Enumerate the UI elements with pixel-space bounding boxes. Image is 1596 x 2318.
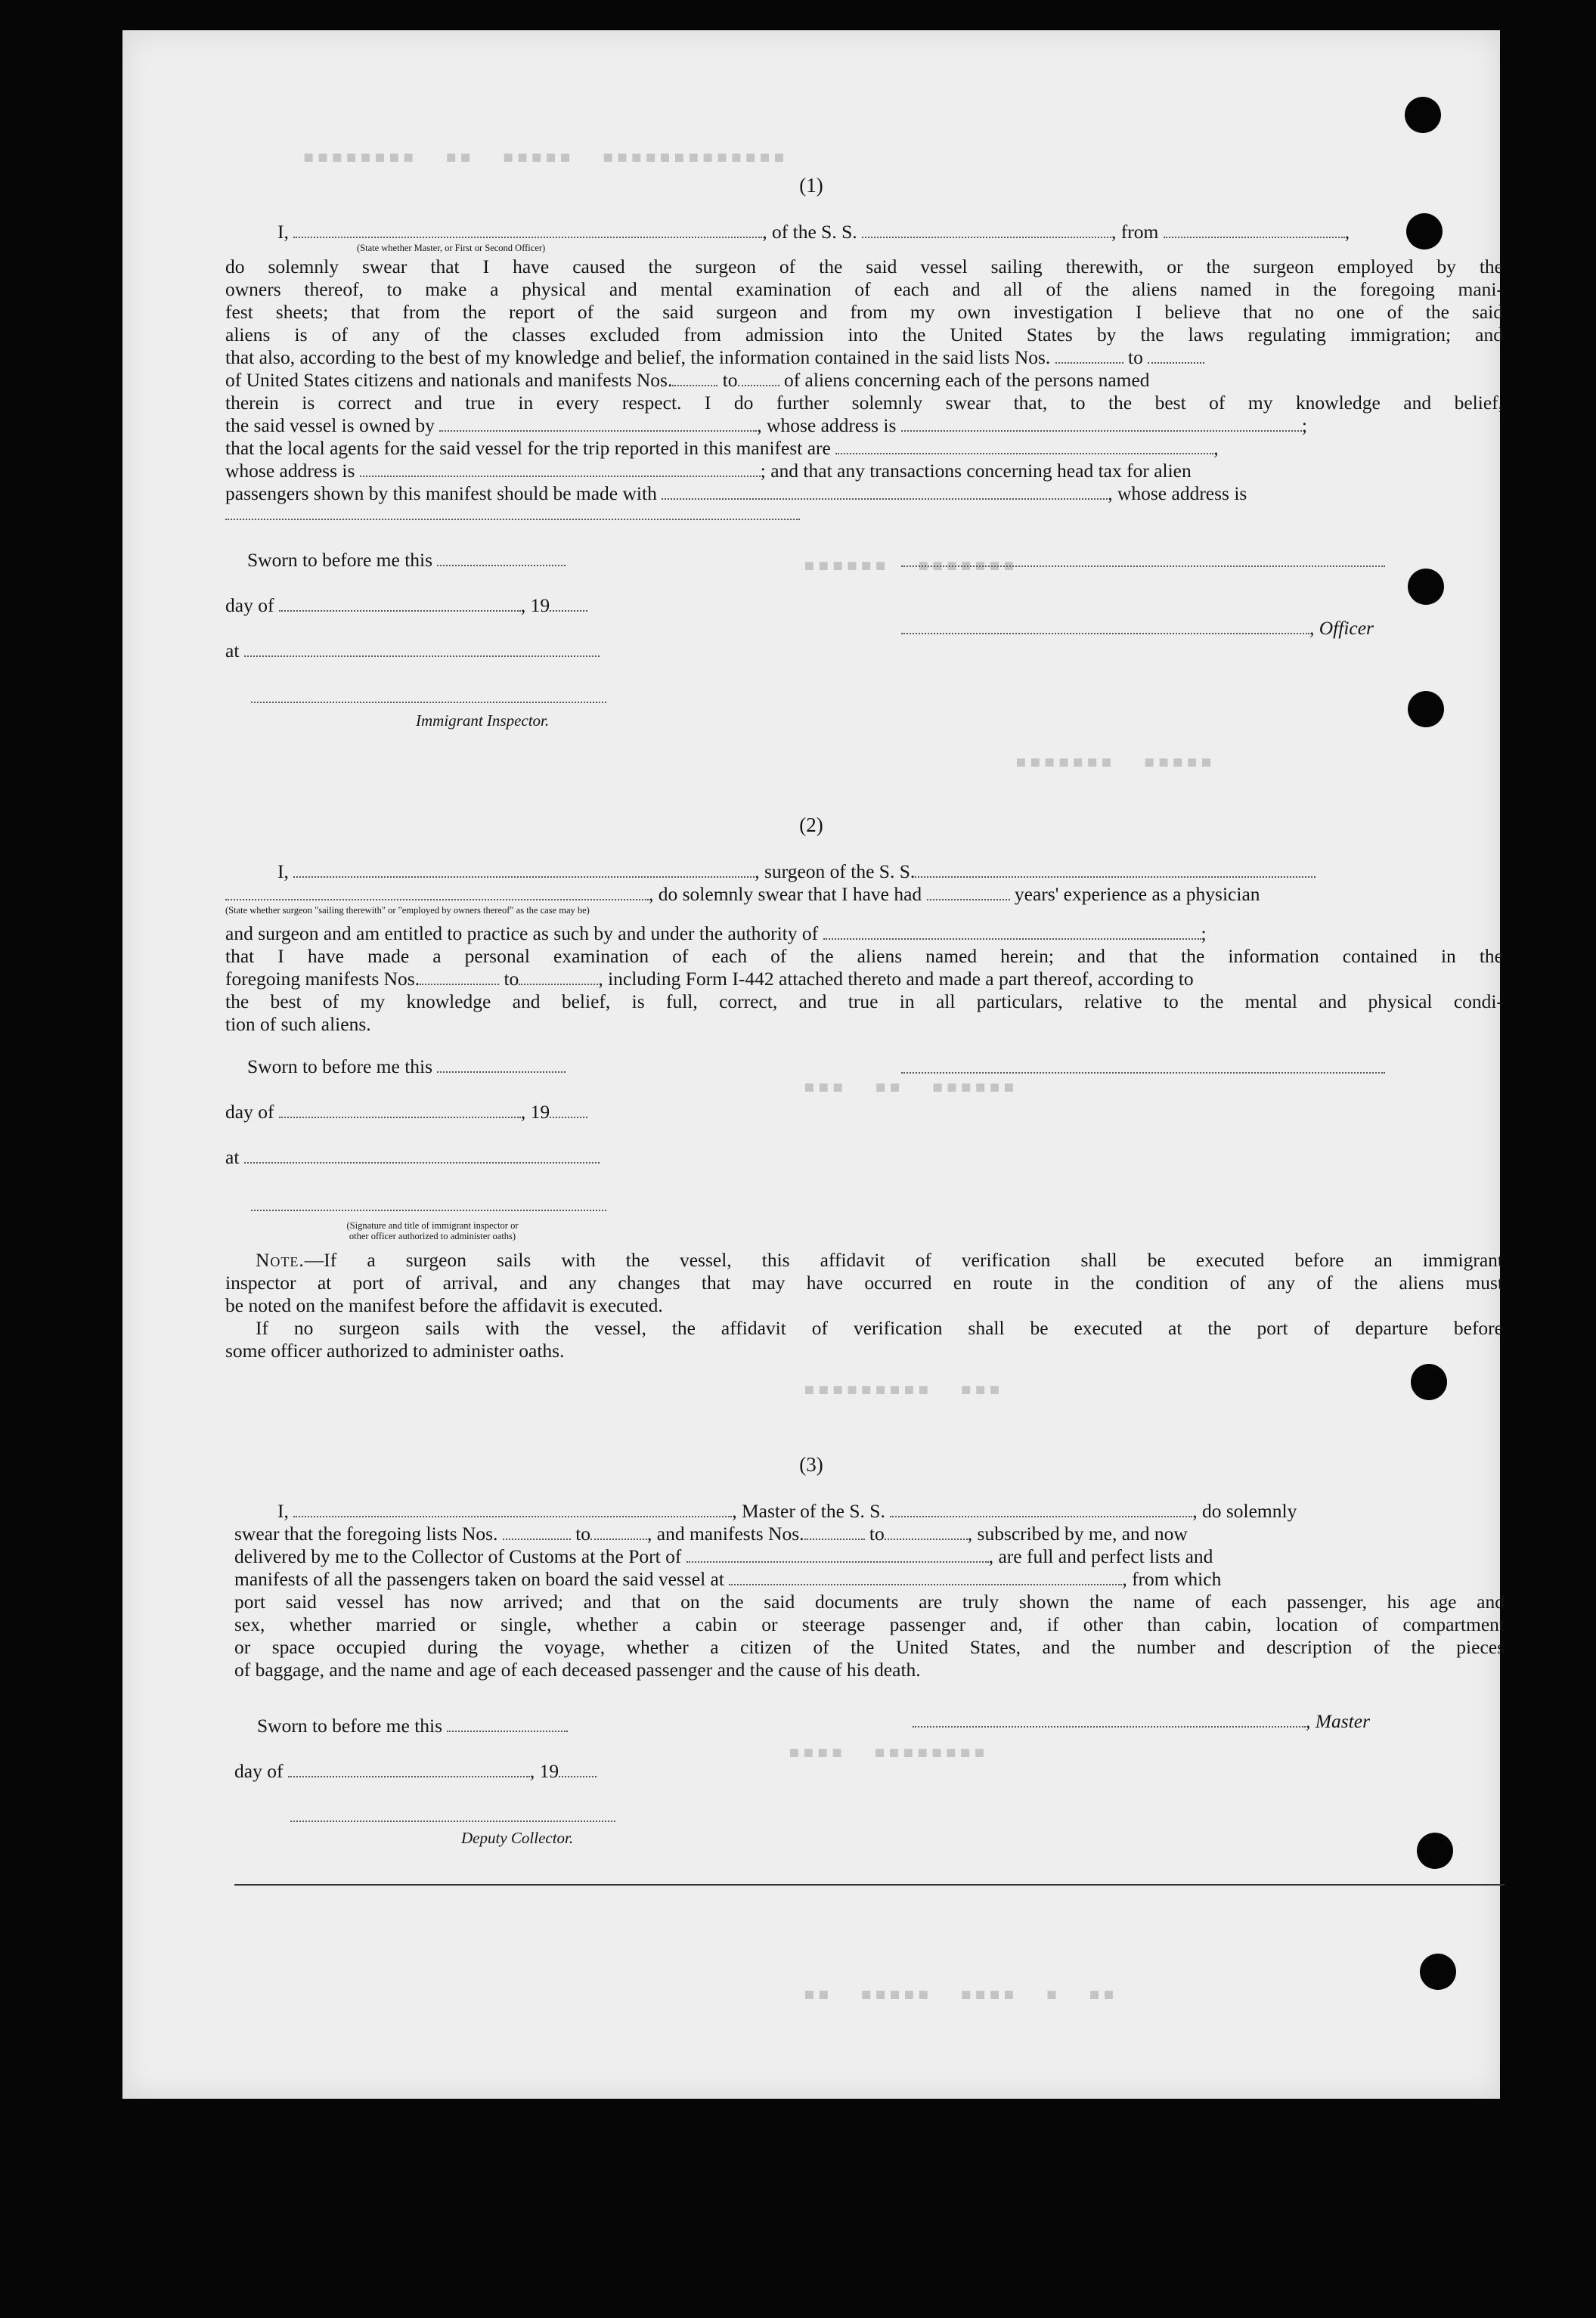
bleed-through-texture: ▪▪▪ ▪▪ ▪▪▪▪▪▪ xyxy=(803,1074,1017,1099)
day-of-line: day of , 19 xyxy=(225,594,587,617)
master-name-line: I, , of the S. S. , from , xyxy=(277,221,1350,243)
oath-text: port said vessel has now arrived; and that on the said documents are truly shown the name of each passenger, his age and xyxy=(234,1591,1505,1613)
bleed-through-texture: ▪▪▪▪▪▪▪▪▪ ▪▪▪ xyxy=(803,1376,1003,1401)
oath-text: that also, according to the best of my knowledge and belief, the information contained in the said lists Nos. to xyxy=(225,346,1204,369)
bleed-through-texture: ▪▪▪▪▪▪▪ ▪▪▪▪▪ xyxy=(1015,748,1215,773)
sworn-line: Sworn to before me this xyxy=(257,1715,568,1737)
oath-text: and surgeon and am entitled to practice as such by and under the authority of ; xyxy=(225,922,1207,944)
oath-text: tion of such aliens. xyxy=(225,1013,371,1035)
punch-hole xyxy=(1417,1833,1453,1869)
punch-hole xyxy=(1420,1954,1456,1990)
oath-text: the best of my knowledge and belief, is full, correct, and true in all particulars, relative to the mental and physical condi- xyxy=(225,990,1503,1012)
bleed-through-texture: ▪▪▪▪▪▪ ▪▪▪▪▪▪▪ xyxy=(803,552,1017,577)
experience-line: , do solemnly swear that I have had years' experience as a physician xyxy=(225,883,1260,906)
oath-text: passengers shown by this manifest should be made with , whose address is xyxy=(225,482,1247,504)
oath-text: swear that the foregoing lists Nos. to , and manifests Nos. to , subscribed by me, and now xyxy=(234,1523,1188,1545)
bottom-rule xyxy=(234,1884,1505,1886)
surgeon-name-line: I, , surgeon of the S. S. xyxy=(277,860,1316,883)
signature-line xyxy=(901,566,1385,567)
collector-label: Deputy Collector. xyxy=(461,1829,574,1847)
master-line: I, , Master of the S. S. , do solemnly xyxy=(277,1500,1297,1522)
note-text: be noted on the manifest before the affidavit is executed. xyxy=(225,1294,663,1316)
master-title-note: (State whether Master, or First or Second Officer) xyxy=(357,243,546,253)
bleed-through-texture: ▪▪ ▪▪▪▪▪ ▪▪▪▪ ▪ ▪▪ xyxy=(803,1981,1117,2006)
oath-text: of United States citizens and nationals and manifests Nos. to of aliens concerning each of the persons named xyxy=(225,369,1150,391)
form-page xyxy=(122,30,1505,2099)
punch-hole xyxy=(1405,97,1441,133)
oath-text: foregoing manifests Nos. to , including Form I-442 attached thereto and made a part thereof, according to xyxy=(225,968,1194,990)
officer-line: , Officer xyxy=(901,617,1374,640)
oath-text: delivered by me to the Collector of Customs at the Port of , are full and perfect lists and xyxy=(234,1545,1213,1567)
address-line xyxy=(225,519,800,520)
punch-hole xyxy=(1408,569,1444,605)
note-text: some officer authorized to administer oaths. xyxy=(225,1340,565,1362)
collector-signature-line xyxy=(290,1821,615,1822)
section-1-number: (1) xyxy=(799,174,823,197)
oath-text: that I have made a personal examination of each of the aliens named herein; and that the information contained in the xyxy=(225,945,1503,967)
section-2-number: (2) xyxy=(799,813,823,836)
oath-text: owners thereof, to make a physical and mental examination of each and all of the aliens named in the foregoing mani- xyxy=(225,278,1503,300)
section-3-number: (3) xyxy=(799,1453,823,1476)
oath-text: do solemnly swear that I have caused the surgeon of the said vessel sailing therewith, or the surgeon employed by the xyxy=(225,256,1503,277)
bleed-through-texture: ▪▪▪▪▪▪▪▪ ▪▪ ▪▪▪▪▪ ▪▪▪▪▪▪▪▪▪▪▪▪▪ xyxy=(274,144,787,169)
inspector-label: Immigrant Inspector. xyxy=(416,711,550,730)
note-text: inspector at port of arrival, and any changes that may have occurred en route in the condition of any of the aliens must xyxy=(225,1272,1503,1294)
punch-hole xyxy=(1408,691,1444,727)
surgeon-signature-line xyxy=(901,1072,1385,1074)
oath-text: manifests of all the passengers taken on board the said vessel at , from which xyxy=(234,1568,1222,1590)
at-line: at xyxy=(225,640,600,662)
sworn-line: Sworn to before me this xyxy=(247,549,566,572)
punch-hole xyxy=(1411,1364,1447,1400)
sworn-line: Sworn to before me this xyxy=(247,1055,566,1078)
day-of-line: day of , 19 xyxy=(225,1101,587,1123)
inspector-signature-line xyxy=(251,702,606,703)
master-signature-line: , Master xyxy=(913,1710,1370,1733)
at-line: at xyxy=(225,1146,600,1169)
oath-text: the said vessel is owned by , whose address is ; xyxy=(225,414,1307,436)
day-of-line: day of , 19 xyxy=(234,1760,597,1783)
oath-text: fest sheets; that from the report of the said surgeon and from my own investigation I believe that no one of the said xyxy=(225,301,1503,323)
bleed-through-texture: ▪▪▪▪ ▪▪▪▪▪▪▪▪ xyxy=(788,1739,988,1764)
oath-text: aliens is of any of the classes excluded from admission into the United States by the laws regulating immigration; and xyxy=(225,324,1503,346)
oath-text: or space occupied during the voyage, whether a citizen of the United States, and the number and description of the pieces xyxy=(234,1636,1505,1658)
oath-text: of baggage, and the name and age of each deceased passenger and the cause of his death. xyxy=(234,1659,921,1681)
note-text: If no surgeon sails with the vessel, the affidavit of verification shall be executed at the port of departure before xyxy=(256,1317,1503,1339)
surgeon-note: (State whether surgeon "sailing therewith" or "employed by owners thereof" as the case may be) xyxy=(225,905,590,916)
oath-text: therein is correct and true in every respect. I do further solemnly swear that, to the best of my knowledge and belief, xyxy=(225,392,1503,414)
oath-text: whose address is ; and that any transactions concerning head tax for alien xyxy=(225,460,1192,482)
note-text: Note.—If a surgeon sails with the vessel, this affidavit of verification shall be executed before an immigrant xyxy=(256,1249,1503,1271)
signature-note: (Signature and title of immigrant inspector or other officer authorized to administer oaths) xyxy=(346,1220,519,1241)
oath-text: that the local agents for the said vessel for the trip reported in this manifest are , xyxy=(225,437,1219,459)
punch-hole xyxy=(1406,213,1443,249)
oath-text: sex, whether married or single, whether a cabin or steerage passenger and, if other than cabin, location of compartment xyxy=(234,1613,1505,1635)
officer-signature-line xyxy=(251,1210,606,1211)
